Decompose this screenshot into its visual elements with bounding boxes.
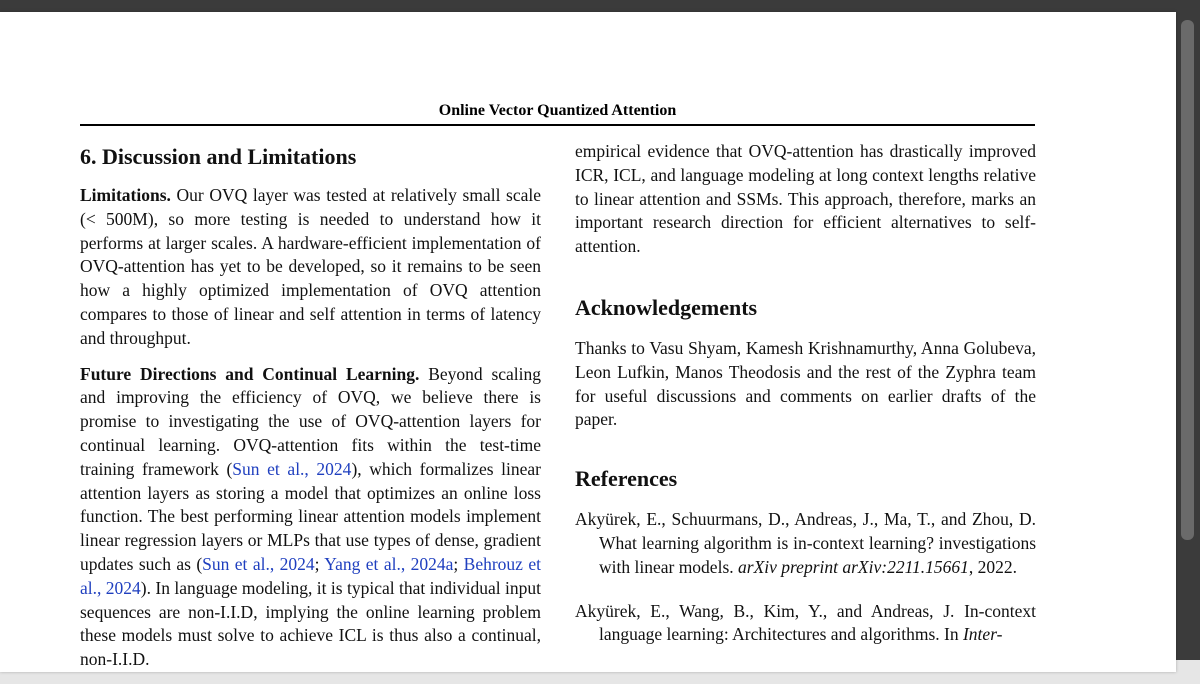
future-text-2: ), which formalizes linear attention layers as storing a model that optimizes an online loss function. The best performing linear attention models implement linear regression layers or MLPs that use types of dense, gradient updates such as ( [80, 458, 541, 574]
viewer-scrollbar-thumb[interactable] [1181, 20, 1194, 540]
reference-entry [575, 600, 1036, 648]
section-title-references: References [575, 466, 678, 492]
reference-year: , 2022. [968, 556, 1018, 577]
citation-sun-2024[interactable]: Sun et al., 2024 [232, 458, 352, 479]
citation-separator-1: ; [314, 553, 325, 574]
paragraph-body-limitations: Our OVQ layer was tested at relatively small scale (< 500M), so more testing is needed to understand how it performs at larger scales. A hardware-efficient implementation of OVQ-attention has yet to be developed, so it remains to be seen how a highly optimized implementation of OVQ attention compares to those of linear and self attention in terms of latency and throughput. [80, 185, 541, 348]
reference-text: Akyürek, E., Schuurmans, D., Andreas, J., Ma, T., and Zhou, D. What learning algorithm is in-context learning? investigations with linear models. [575, 509, 1036, 577]
right-column [575, 140, 1036, 667]
paragraph-limitations [80, 184, 541, 351]
viewer-top-bar [0, 0, 1200, 12]
section-gap [575, 259, 1036, 289]
reference-text: Akyürek, E., Wang, B., Kim, Y., and Andreas, J. In-context language learning: Architectures and algorithms. In [575, 600, 1036, 645]
paragraph-acknowledgements: Thanks to Vasu Shyam, Kamesh Krishnamurthy, Anna Golubeva, Leon Lufkin, Manos Theodosis and the rest of the Zyphra team for useful discussions and comments on earlier drafts of the paper. [575, 337, 1036, 430]
section-title-discussion: 6. Discussion and Limitations [80, 144, 357, 169]
running-header: Online Vector Quantized Attention [438, 102, 677, 119]
citation-yang-2024a[interactable]: Yang et al., 2024a [324, 553, 454, 574]
future-text-1: Beyond scaling and improving the efficiency of OVQ, we believe there is promise to investigating the use of OVQ-attention layers for continual learning. OVQ-attention fits within the test-time training framework ( [80, 363, 542, 479]
paragraph-title-limitations: Limitations. [80, 185, 171, 205]
section-gap [575, 432, 1036, 460]
reference-venue: Inter- [962, 624, 1003, 645]
reference-entry [575, 508, 1036, 579]
citation-behrouz-2024[interactable]: Behrouz et al., 2024 [80, 553, 541, 598]
paragraph-title-future: Future Directions and Continual Learning. [80, 363, 420, 384]
section-title-acknowledgements: Acknowledgements [575, 294, 758, 320]
citation-separator-2: ; [453, 553, 464, 574]
future-text-3: ). In language modeling, it is typical that individual input sequences are non-I.I.D, implying the online learning problem these models must solve to achieve ICL is thus also a continual, non-I.I.D. [80, 577, 541, 670]
header-rule [80, 124, 1035, 126]
citation-sun-2024-b[interactable]: Sun et al., 2024 [202, 553, 315, 574]
reference-venue: arXiv preprint arXiv:2211.15661 [738, 556, 969, 577]
paragraph-continuation: empirical evidence that OVQ-attention has drastically improved ICR, ICL, and language modeling at long context lengths relative to linear attention and SSMs. This approach, therefore, marks an important research direction for efficient alternatives to self-attention. [575, 141, 1036, 257]
paragraph-future-directions [80, 363, 541, 672]
left-column [80, 140, 541, 684]
